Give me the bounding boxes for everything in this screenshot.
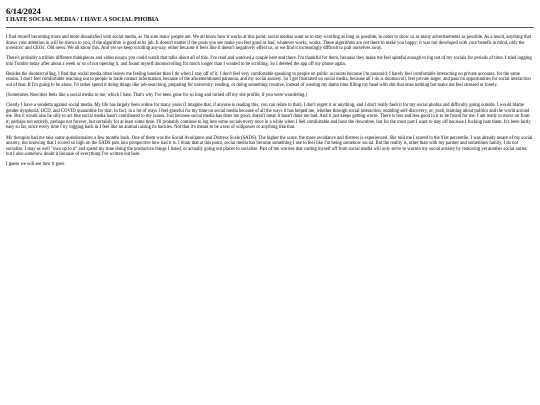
blog-post [6, 6, 534, 173]
post-paragraph: My therapist had me take some questionnaires a few months back. One of them was the Social Avoidance and Distress Scale (SADS). The higher the score, the more avoidance and distress is experienced. She told me I scored in the 91st percentile. I was already aware of my social anxiety, but knowing that I scored so high on the SADS puts into perspective how bad it is. I think that at this point, social media has become something I use to feel like I'm being somehow social. But the reality is, other than with my partner and sometimes family, I do not socialize. I may as well "own up to it" and spend my time doing the productive things I listed, or actually going out places to socialize. Part of me worries that cutting myself off from social media will only serve to worsen my social anxiety by removing yet another social outlet, but I also somehow doubt it because of everything I've written out here. [6, 135, 533, 158]
post-paragraph: Besides the doomscrolling, I find that social media often leaves me feeling lonelier than I do when I stay off of it. I don't feel very comfortable speaking to people on public accounts because I'm paranoid. I barely feel comfortable interacting on private accounts, for the same reason. I don't feel comfortable reaching out to people to trade contact information, because of the aforementioned paranoia, and my social anxiety. So I get frustrated on social media, because all I do is doomscroll, feel private anger, and pass on opportunities for social interaction out of fear. If I'm going to be alone, I'd rather spend it doing things like job-searching, preparing for university, reading, or doing something creative, instead of wasting my damn time filling my head with shit that does nothing but make me feel stressed or lonely. [6, 71, 531, 89]
post-date: 6/14/2024 [6, 6, 41, 16]
post-paragraph: I guess we will see how it goes. [6, 162, 66, 168]
post-body [6, 35, 534, 168]
title-divider [6, 27, 534, 28]
post-paragraph: There's probably a trillion different thinkpieces and video essays you could watch that talks about all of this. I've read and watched a couple here and there. I'm thankful for them, because they make me feel spiteful enough to log out of my socials for periods of time. I tried logging into Tumblr today after about a week or so of not opening it, and found myself doomscrolling for much longer than I wanted to be scrolling. So I deleted the app off my phone again. [6, 56, 532, 67]
post-paragraph: Clearly I have a vendetta against social media. My life has largely been online for many years (I imagine that, if anyone is reading this, you can relate to that). I don't regret it or anything, and I don't really fault it for my social phobia and difficulty going outside. I would blame gender dysphoria, OCD, and COVID quarantine for that. In fact, in a lot of ways I feel grateful for my time on social media because of all the ways it has helped me, whether through social interaction, enabling self-discovery, or, yeah, learning about politics and the world around me. But it would also be silly to act like social media hasn't contributed to my issues. Just because social media has done me good, doesn't mean it hasn't done me bad. And it just keeps getting worse. There is less and less good in it to be found for me. I am ready to move on from it; perhaps not entirely, perhaps not forever, but certainly for at least some time. I'll probably continue to log into some socials every once in a while when I feel comfortable and have the downtime, but for the most part I want to stay off because I fucking hate them. It's been fairly easy so far, since every time I try logging back in I feel like an animal raising its hackles. Not that it's meant to be a test of willpower or anything like that. [6, 103, 531, 131]
post-title: I HATE SOCIAL MEDIA / I HAVE A SOCIAL PHOBIA [6, 16, 159, 23]
post-paragraph: I find myself becoming more and more dissatisfied with social media, as I'm sure many people are. We all know how it works at this point; social medias want us to stay scrolling as long as possible, in order to show us as many advertisements as possible. As a result, anything that draws your attention in will be shown to you, if the algorithm is good at its job. It doesn't matter if the posts you see make you feel good or bad, whatever works, works. These algorithms are not there to make you happy; it was not developed with your benefit in mind, only the investors' and CEOs'. Old news. We all know this. And yet we keep scrolling anyway, either because it feels like it doesn't negatively effect us, or we find it increasingly difficult to pull ourselves away. [6, 35, 532, 52]
post-paragraph: (Sometimes Neocities feels like a social media to me, which I hate. That's why I've been gone for so long and turned off my site profile, if you were wondering.) [6, 93, 308, 99]
